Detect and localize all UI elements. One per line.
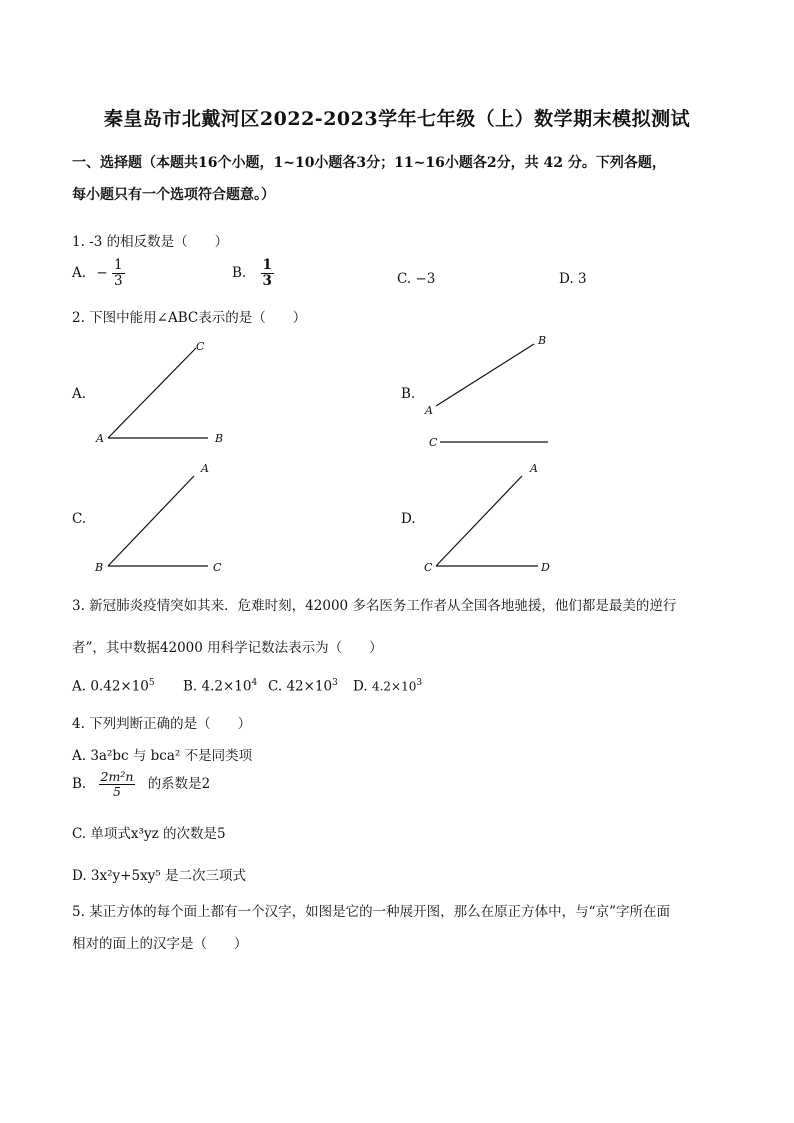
q2-figure-b bbox=[420, 332, 570, 456]
q2-option-c-label: C. bbox=[72, 511, 87, 527]
figa-point-b: B bbox=[215, 432, 224, 445]
q2-figure-d bbox=[420, 460, 570, 576]
q3-option-a: A. $0.42\times 10^5$ bbox=[72, 678, 155, 695]
q1-option-a: A. − $\frac{1}{3}$ bbox=[72, 257, 123, 289]
q3-option-d: D. $4.2\times 10^3$ bbox=[353, 678, 423, 695]
figb-point-b: B bbox=[538, 334, 547, 347]
q2-stem: 2. 下图中能用∠ABC表示的是（ ） bbox=[72, 310, 307, 326]
q2-figure-c bbox=[90, 460, 240, 576]
q3-line1: 3. 新冠肺炎疫情突如其来．危难时刻，42000 多名医务工作者从全国各地驰援，他们都是最美的逆行 bbox=[72, 598, 677, 614]
q1-option-b: B. $\frac{1}{3}$ bbox=[232, 257, 272, 289]
figc-point-b: B bbox=[95, 561, 104, 574]
figc-point-c: C bbox=[213, 561, 222, 574]
q4-stem: 4. 下列判断正确的是（ ） bbox=[72, 716, 252, 732]
q4-option-a: A. 3a²bc 与 bca² 不是同类项 bbox=[72, 748, 253, 764]
page-title: 秦皇岛市北戴河区2022-2023学年七年级（上）数学期末模拟测试 bbox=[103, 108, 691, 130]
q3-option-b: B. $4.2\times 10^4$ bbox=[183, 678, 258, 695]
figd-point-d: D bbox=[541, 561, 550, 574]
q5-line2: 相对的面上的汉字是（ ） bbox=[72, 936, 248, 952]
q5-line1: 5. 某正方体的每个面上都有一个汉字，如图是它的一种展开图，那么在原正方体中，与“京”字所在面 bbox=[72, 904, 670, 920]
figa-point-c: C bbox=[196, 340, 205, 353]
q2-figure-a bbox=[90, 336, 240, 448]
figb-point-c: C bbox=[429, 436, 438, 449]
q3-line2: 者”，其中数据42000 用科学记数法表示为（ ） bbox=[72, 640, 383, 656]
q3-option-c: C. $42\times 10^3$ bbox=[268, 678, 338, 695]
figb-point-a: A bbox=[425, 404, 433, 417]
figd-point-a: A bbox=[530, 462, 538, 475]
figa-point-a: A bbox=[96, 432, 104, 445]
section-heading-line1: 一、选择题（本题共16个小题，1~10小题各3分；11~16小题各2分，共 42 分。下列各题， bbox=[72, 155, 666, 171]
q2-option-a-label: A. bbox=[72, 386, 87, 402]
q2-option-b-label: B. bbox=[401, 386, 416, 402]
q1-option-c: C. −3 bbox=[397, 271, 436, 287]
q2-option-d-label: D. bbox=[401, 511, 416, 527]
section-heading-line2: 每小题只有一个选项符合题意。） bbox=[72, 187, 275, 203]
q4-option-b: B. $\frac{\text{2m²n}}{5}$ 的系数是2 bbox=[72, 769, 211, 799]
figd-point-c: C bbox=[424, 561, 433, 574]
q1-stem: 1. -3 的相反数是（ ） bbox=[72, 234, 229, 250]
q4-option-d: D. 3x²y+5xy⁵ 是二次三项式 bbox=[72, 868, 247, 884]
q4-option-c: C. 单项式x³yz 的次数是5 bbox=[72, 826, 226, 842]
q1-option-d: D. 3 bbox=[559, 271, 587, 287]
figc-point-a: A bbox=[201, 462, 209, 475]
